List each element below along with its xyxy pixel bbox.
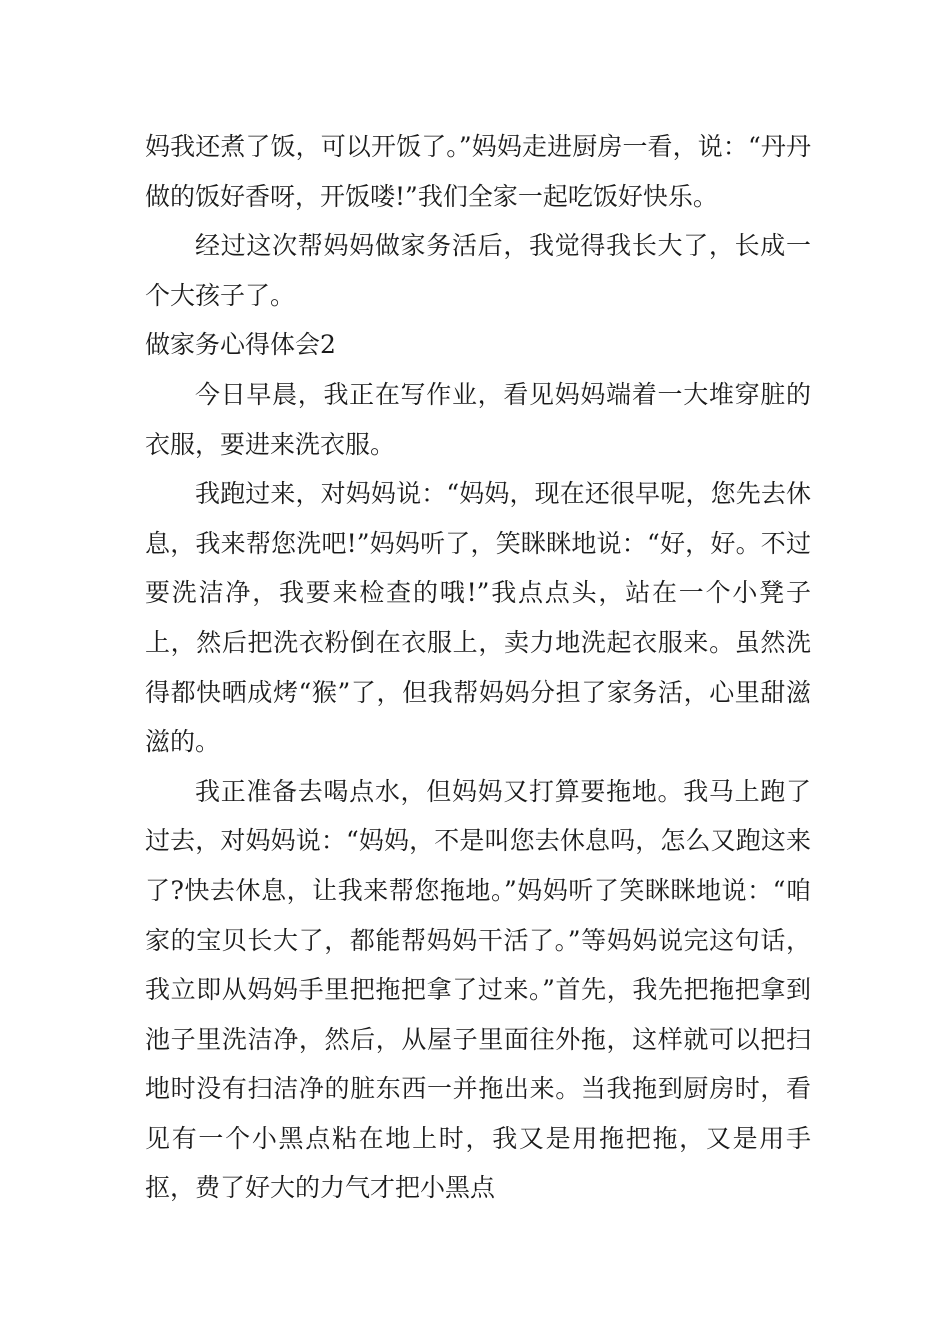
paragraph-laundry: 我跑过来，对妈妈说：“妈妈，现在还很早呢，您先去休息，我来帮您洗吧!”妈妈听了，笑眯眯地说：“好，好。不过要洗洁净，我要来检查的哦!”我点点头，站在一个小凳子上，然后把洗衣粉倒在衣服上，卖力地洗起衣服来。虽然洗得都快晒成烤“猴”了，但我帮妈妈分担了家务活，心里甜滋滋的。 xyxy=(145,479,811,757)
paragraph-conclusion: 经过这次帮妈妈做家务活后，我觉得我长大了，长成一个大孩子了。 xyxy=(145,231,811,310)
section-heading: 做家务心得体会2 xyxy=(145,330,336,360)
document-body xyxy=(145,122,811,1213)
paragraph-mopping: 我正准备去喝点水，但妈妈又打算要拖地。我马上跑了过去，对妈妈说：“妈妈，不是叫您去休息吗，怎么又跑这来了?快去休息，让我来帮您拖地。”妈妈听了笑眯眯地说：“咱家的宝贝长大了，都能帮妈妈干活了。”等妈妈说完这句话，我立即从妈妈手里把拖把拿了过来。”首先，我先把拖把拿到池子里洗洁净，然后，从屋子里面往外拖，这样就可以把扫地时没有扫洁净的脏东西一并拖出来。当我拖到厨房时，看见有一个小黑点粘在地上时，我又是用拖把拖，又是用手抠，费了好大的力气才把小黑点 xyxy=(145,776,811,1203)
paragraph-continuation: 妈我还煮了饭，可以开饭了。”妈妈走进厨房一看，说：“丹丹做的饭好香呀，开饭喽!”我们全家一起吃饭好快乐。 xyxy=(145,132,811,211)
paragraph-morning: 今日早晨，我正在写作业，看见妈妈端着一大堆穿脏的衣服，要进来洗衣服。 xyxy=(145,379,811,459)
